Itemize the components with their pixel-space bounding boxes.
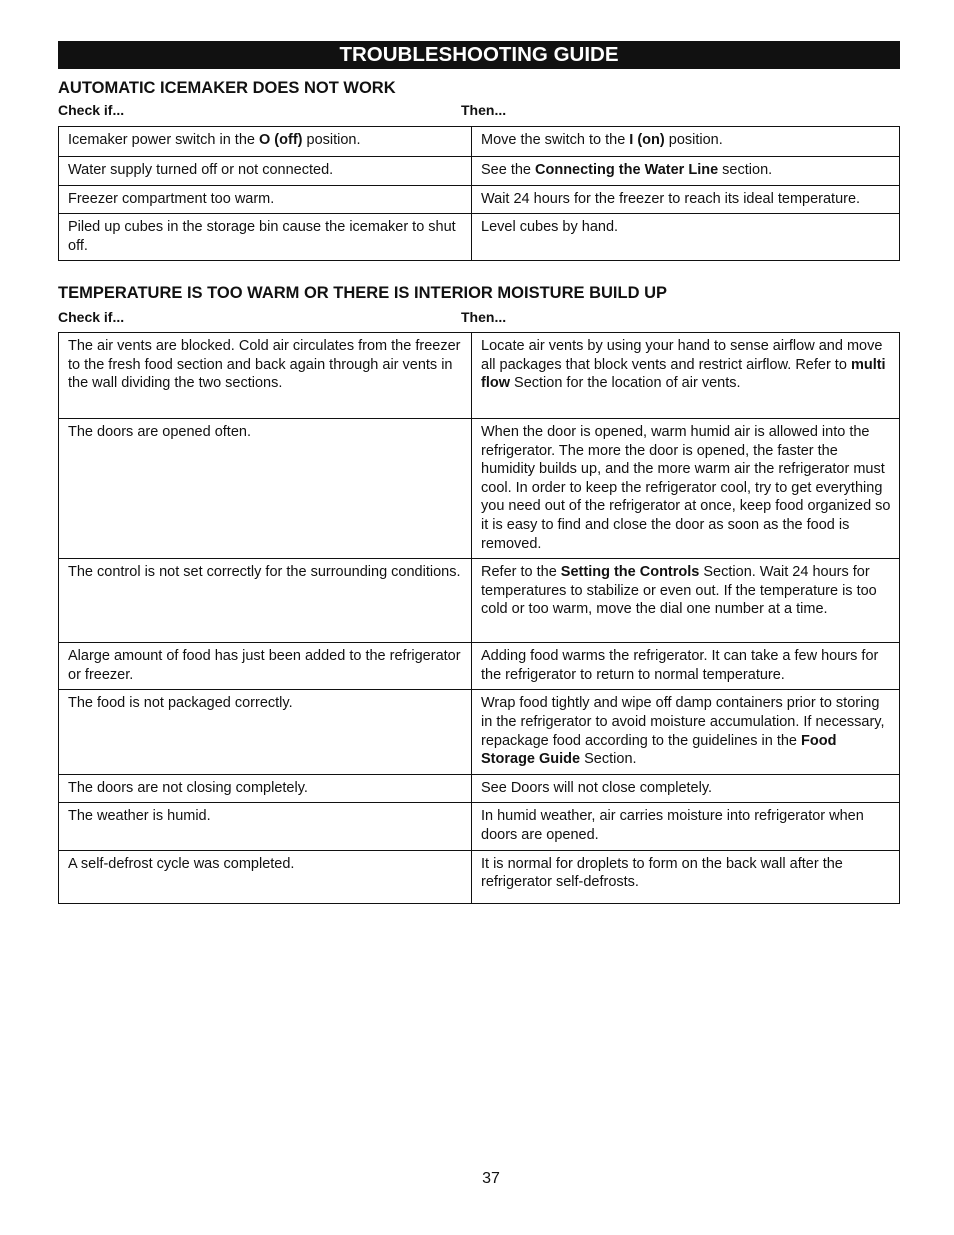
icemaker-table	[58, 126, 900, 261]
then-cell	[472, 157, 900, 186]
table-row	[59, 214, 900, 261]
column-header-then: Then...	[461, 309, 507, 325]
text-run: Wait 24 hours for the freezer to reach its ideal temperature.	[481, 190, 861, 207]
section-heading-temperature: TEMPERATURE IS TOO WARM OR THERE IS INTERIOR MOISTURE BUILD UP	[58, 284, 667, 302]
then-cell	[472, 559, 900, 643]
text-run: When the door is opened, warm humid air is allowed into the refrigerator. The more the door is opened, the faster the humidity builds up, and the more warm air the refrigerator must cool. In order to keep the refrigerator cool, try to get everything you need out of the refrigerator at once, keep food organized so it is easy to find and close the door as soon as the food is removed.	[481, 424, 891, 552]
then-cell	[472, 803, 900, 850]
text-run: Piled up cubes in the storage bin cause the icemaker to shut off.	[68, 219, 456, 254]
column-header-check: Check if...	[58, 309, 125, 325]
text-run: Section.	[580, 751, 637, 768]
check-cell	[59, 419, 472, 559]
text-run: It is normal for droplets to form on the back wall after the refrigerator self-defrosts.	[481, 855, 843, 891]
bold-text: O (off)	[259, 132, 303, 148]
table-row	[59, 559, 900, 643]
table-row	[59, 850, 900, 903]
table-row	[59, 127, 900, 157]
table-row	[59, 333, 900, 419]
bold-text: Connecting the Water Line	[535, 162, 719, 178]
check-cell	[59, 774, 472, 803]
bold-text: Food Storage Guide	[481, 732, 837, 768]
then-cell	[472, 419, 900, 559]
text-run: Section for the location of air vents.	[510, 375, 741, 392]
text-run: Level cubes by hand.	[481, 219, 619, 236]
then-cell	[472, 774, 900, 803]
then-cell	[472, 214, 900, 261]
text-run: Section. Wait 24 hours for temperatures to stabilize or even out. If the temperature is too cold or too warm, move the dial one number at a time.	[481, 564, 877, 618]
text-run: The air vents are blocked. Cold air circulates from the freezer to the fresh food section and back again through air vents in the wall dividing the two sections.	[68, 338, 461, 392]
text-run: A self-defrost cycle was completed.	[68, 855, 295, 872]
text-run: Freezer compartment too warm.	[68, 190, 275, 207]
then-cell	[472, 690, 900, 774]
text-run: The weather is humid.	[68, 808, 211, 825]
text-run: The food is not packaged correctly.	[68, 695, 293, 712]
check-cell	[59, 214, 472, 261]
table-row	[59, 690, 900, 774]
text-run: Refer to the	[481, 564, 561, 581]
table-row	[59, 643, 900, 690]
text-run: Wrap food tightly and wipe off damp containers prior to storing in the refrigerator to avoid moisture accumulation. If necessary, repackage food according to the guidelines in the	[481, 695, 885, 749]
text-run: Locate air vents by using your hand to sense airflow and move all packages that block vents and restrict airflow. Refer to	[481, 338, 883, 373]
then-cell	[472, 127, 900, 157]
column-header-check: Check if...	[58, 102, 125, 118]
check-cell	[59, 127, 472, 157]
text-run: Water supply turned off or not connected.	[68, 162, 334, 178]
text-run: In humid weather, air carries moisture into refrigerator when doors are opened.	[481, 808, 864, 843]
text-run: section.	[718, 162, 773, 178]
text-run: Alarge amount of food has just been added to the refrigerator or freezer.	[68, 648, 461, 683]
table-row	[59, 185, 900, 214]
text-run: The doors are opened often.	[68, 424, 251, 440]
check-cell	[59, 185, 472, 214]
then-cell	[472, 333, 900, 419]
check-cell	[59, 157, 472, 186]
section-heading-icemaker: AUTOMATIC ICEMAKER DOES NOT WORK	[58, 79, 396, 97]
column-header-then: Then...	[461, 102, 507, 118]
text-run: Icemaker power switch in the	[68, 132, 259, 148]
then-cell	[472, 185, 900, 214]
text-run: position.	[664, 132, 723, 148]
check-cell	[59, 850, 472, 903]
then-cell	[472, 850, 900, 903]
page-title: TROUBLESHOOTING GUIDE	[58, 41, 900, 69]
check-cell	[59, 333, 472, 419]
text-run: See the	[481, 162, 536, 178]
then-cell	[472, 643, 900, 690]
check-cell	[59, 559, 472, 643]
table-row	[59, 419, 900, 559]
bold-text: multi flow	[481, 356, 886, 392]
text-run: Move the switch to the	[481, 132, 630, 148]
bold-text: Setting the Controls	[560, 564, 700, 581]
page-number: 37	[482, 1170, 500, 1187]
check-cell	[59, 803, 472, 850]
table-row	[59, 774, 900, 803]
table-row	[59, 803, 900, 850]
check-cell	[59, 643, 472, 690]
text-run: The doors are not closing completely.	[68, 779, 308, 796]
check-cell	[59, 690, 472, 774]
table-row	[59, 157, 900, 186]
temperature-table	[58, 332, 900, 904]
text-run: position.	[302, 132, 361, 148]
text-run: The control is not set correctly for the surrounding conditions.	[68, 564, 461, 581]
text-run: See Doors will not close completely.	[481, 779, 713, 796]
bold-text: I (on)	[629, 132, 665, 148]
text-run: Adding food warms the refrigerator. It can take a few hours for the refrigerator to return to normal temperature.	[481, 648, 879, 683]
